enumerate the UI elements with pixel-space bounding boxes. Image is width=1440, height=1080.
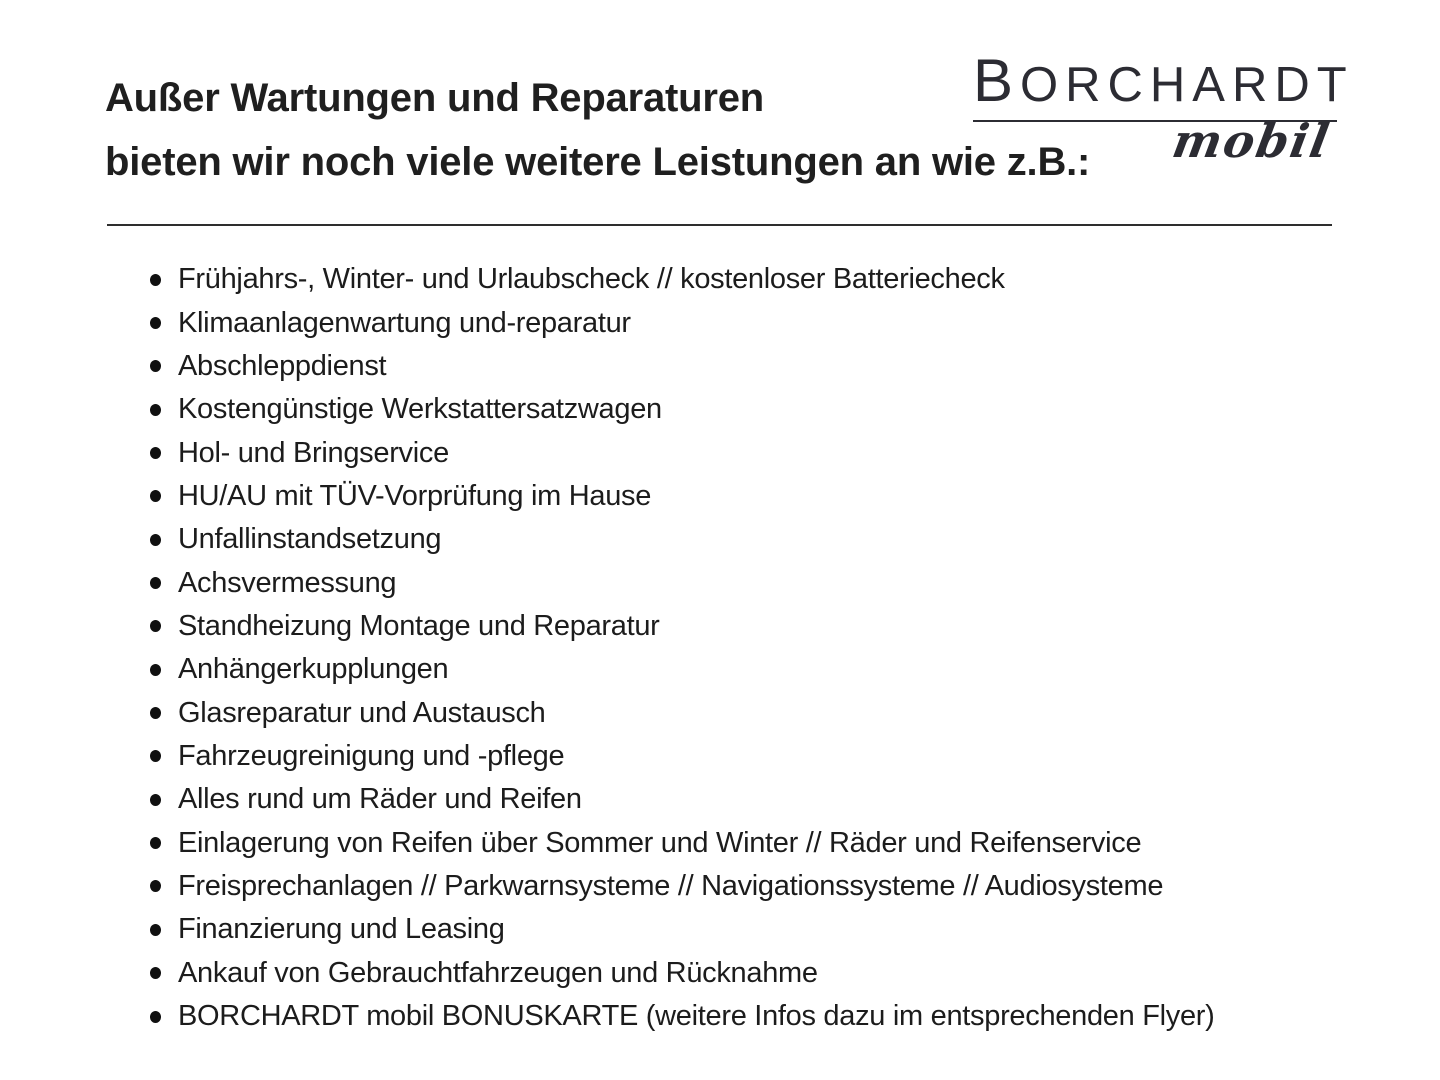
bullet-icon [150,447,161,459]
service-item-label: Einlagerung von Reifen über Sommer und Winter // Räder und Reifenservice [178,826,1142,859]
service-item [105,561,1405,604]
logo-brand-rest: ORCHARDT [1020,58,1354,112]
bullet-icon [150,664,161,676]
logo-tagline-mobil: mobil [1168,114,1335,168]
service-item-label: Hol- und Bringservice [178,436,449,469]
service-item [105,301,1405,344]
page-title-line2: bieten wir noch viele weitere Leistungen an wie z.B.: [105,140,1091,184]
service-item-label: Achsvermessung [178,566,397,599]
service-item [105,821,1405,864]
service-item-label: Freisprechanlagen // Parkwarnsysteme // Navigationssysteme // Audiosysteme [178,869,1164,902]
service-item [105,648,1405,691]
page-title-line1: Außer Wartungen und Reparaturen [105,76,765,120]
header-divider [107,224,1332,226]
service-item-label: Glasreparatur und Austausch [178,696,546,729]
bullet-icon [150,620,161,632]
service-item-label: Finanzierung und Leasing [178,913,505,946]
bullet-icon [150,880,161,892]
service-item-label: Kostengünstige Werkstattersatzwagen [178,393,662,426]
service-item [105,865,1405,908]
service-item-label: Frühjahrs-, Winter- und Urlaubscheck // kostenloser Batteriecheck [178,263,1005,296]
service-item-label: Abschleppdienst [178,349,387,382]
bullet-icon [150,534,161,546]
service-item [105,388,1405,431]
service-item [105,475,1405,518]
logo-brand-initial: B [973,47,1021,114]
bullet-icon [150,360,161,372]
service-item-label: Alles rund um Räder und Reifen [178,783,582,816]
bullet-icon [150,317,161,329]
bullet-icon [150,967,161,979]
service-item-label: Anhängerkupplungen [178,653,449,686]
service-item-label: Unfallinstandsetzung [178,523,442,556]
service-item [105,908,1405,951]
bullet-icon [150,837,161,849]
service-item [105,735,1405,778]
service-item [105,952,1405,995]
bullet-icon [150,750,161,762]
service-item [105,518,1405,561]
service-item [105,345,1405,388]
service-item [105,431,1405,474]
bullet-icon [150,404,161,416]
borchardt-logo [973,47,1354,114]
bullet-icon [150,794,161,806]
service-item-label: Standheizung Montage und Reparatur [178,609,660,642]
bullet-icon [150,577,161,589]
bullet-icon [150,924,161,936]
services-list [105,258,1405,1038]
service-item-label: Fahrzeugreinigung und -pflege [178,739,565,772]
bullet-icon [150,707,161,719]
service-item [105,778,1405,821]
service-item-label: Klimaanlagenwartung und-reparatur [178,306,631,339]
bullet-icon [150,1011,161,1023]
service-item [105,605,1405,648]
bullet-icon [150,490,161,502]
service-item-label: HU/AU mit TÜV-Vorprüfung im Hause [178,479,652,512]
service-item [105,691,1405,734]
service-item [105,995,1405,1038]
service-item-label: Ankauf von Gebrauchtfahrzeugen und Rücknahme [178,956,818,989]
service-item-label: BORCHARDT mobil BONUSKARTE (weitere Infos dazu im entsprechenden Flyer) [178,1000,1215,1033]
bullet-icon [150,274,161,286]
service-item [105,258,1405,301]
